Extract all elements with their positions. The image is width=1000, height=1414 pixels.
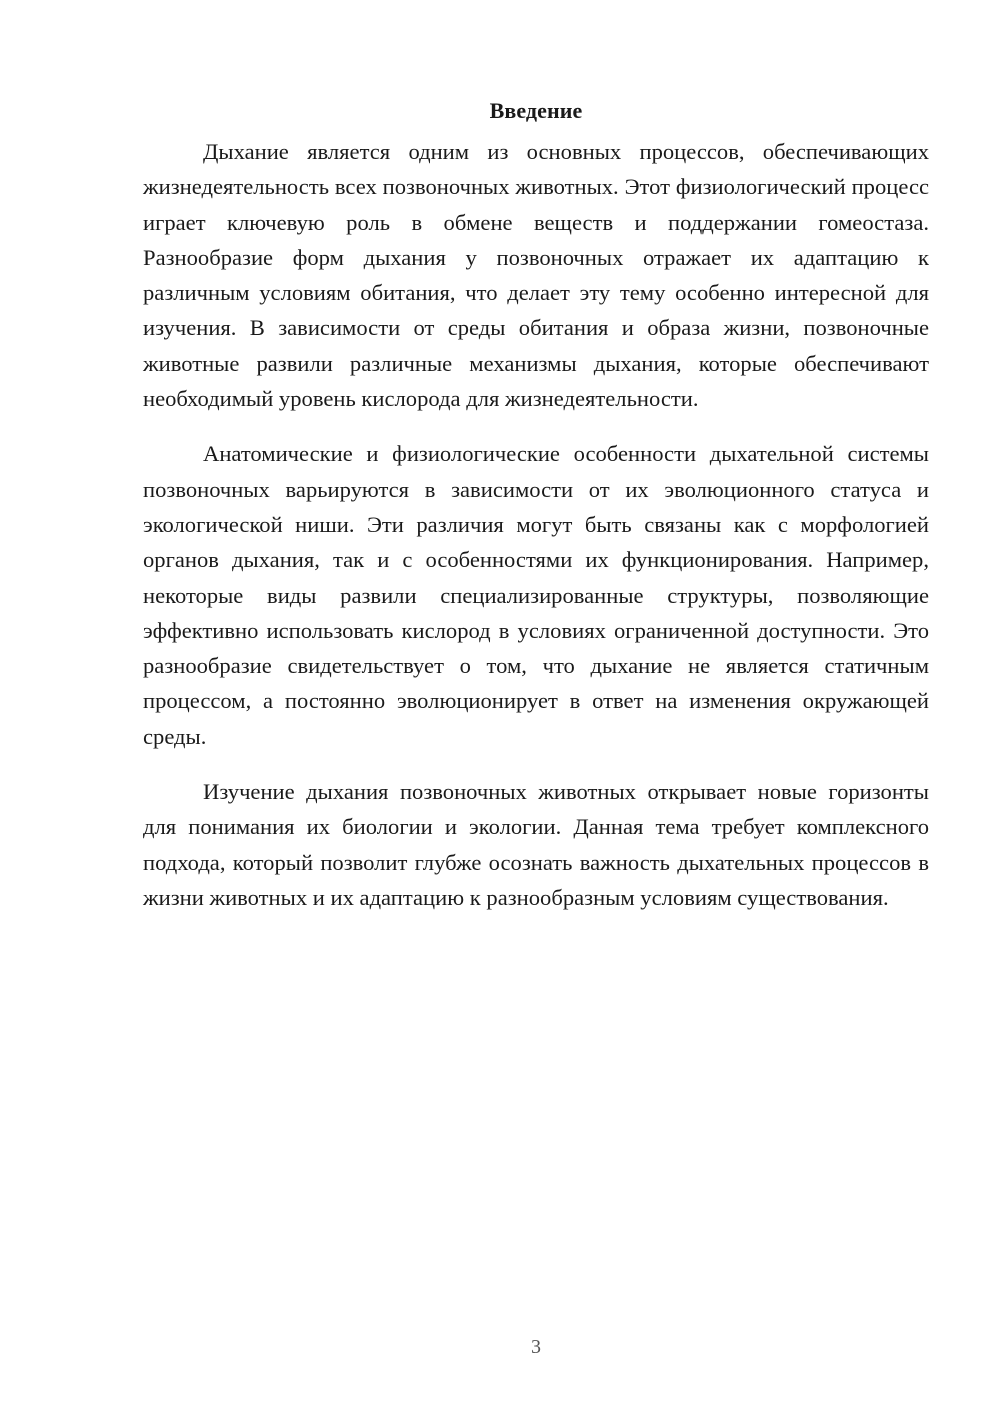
paragraph-1: Дыхание является одним из основных процессов, обеспечивающих жизнедеятельность всех позвоночных животных. Этот физиологический процесс играет ключевую роль в обмене веществ и поддержании гомеостаза. Разнообразие форм дыхания у позвоночных отражает их адаптацию к различным условиям обитания, что делает эту тему особенно интересной для изучения. В зависимости от среды обитания и образа жизни, позвоночные животные развили различные механизмы дыхания, которые обеспечивают необходимый уровень кислорода для жизнедеятельности.	[143, 139, 929, 412]
page-number-container	[0, 1334, 1000, 1360]
paragraph-3: Изучение дыхания позвоночных животных открывает новые горизонты для понимания их биологии и экологии. Данная тема требует комплексного подхода, который позволит глубже осознать важность дыхательных процессов в жизни животных и их адаптацию к разнообразным условиям существования.	[143, 779, 929, 910]
page-number: 3	[531, 1336, 541, 1358]
paragraph-2: Анатомические и физиологические особенности дыхательной системы позвоночных варьируются в зависимости от их эволюционного статуса и экологической ниши. Эти различия могут быть связаны как с морфологией органов дыхания, так и с особенностями их функционирования. Например, некоторые виды развили специализированные структуры, позволяющие эффективно использовать кислород в условиях ограниченной доступности. Это разнообразие свидетельствует о том, что дыхание не является статичным процессом, а постоянно эволюционирует в ответ на изменения окружающей среды.	[143, 441, 929, 749]
section-heading: Введение	[489, 98, 583, 123]
page-content	[143, 96, 929, 935]
